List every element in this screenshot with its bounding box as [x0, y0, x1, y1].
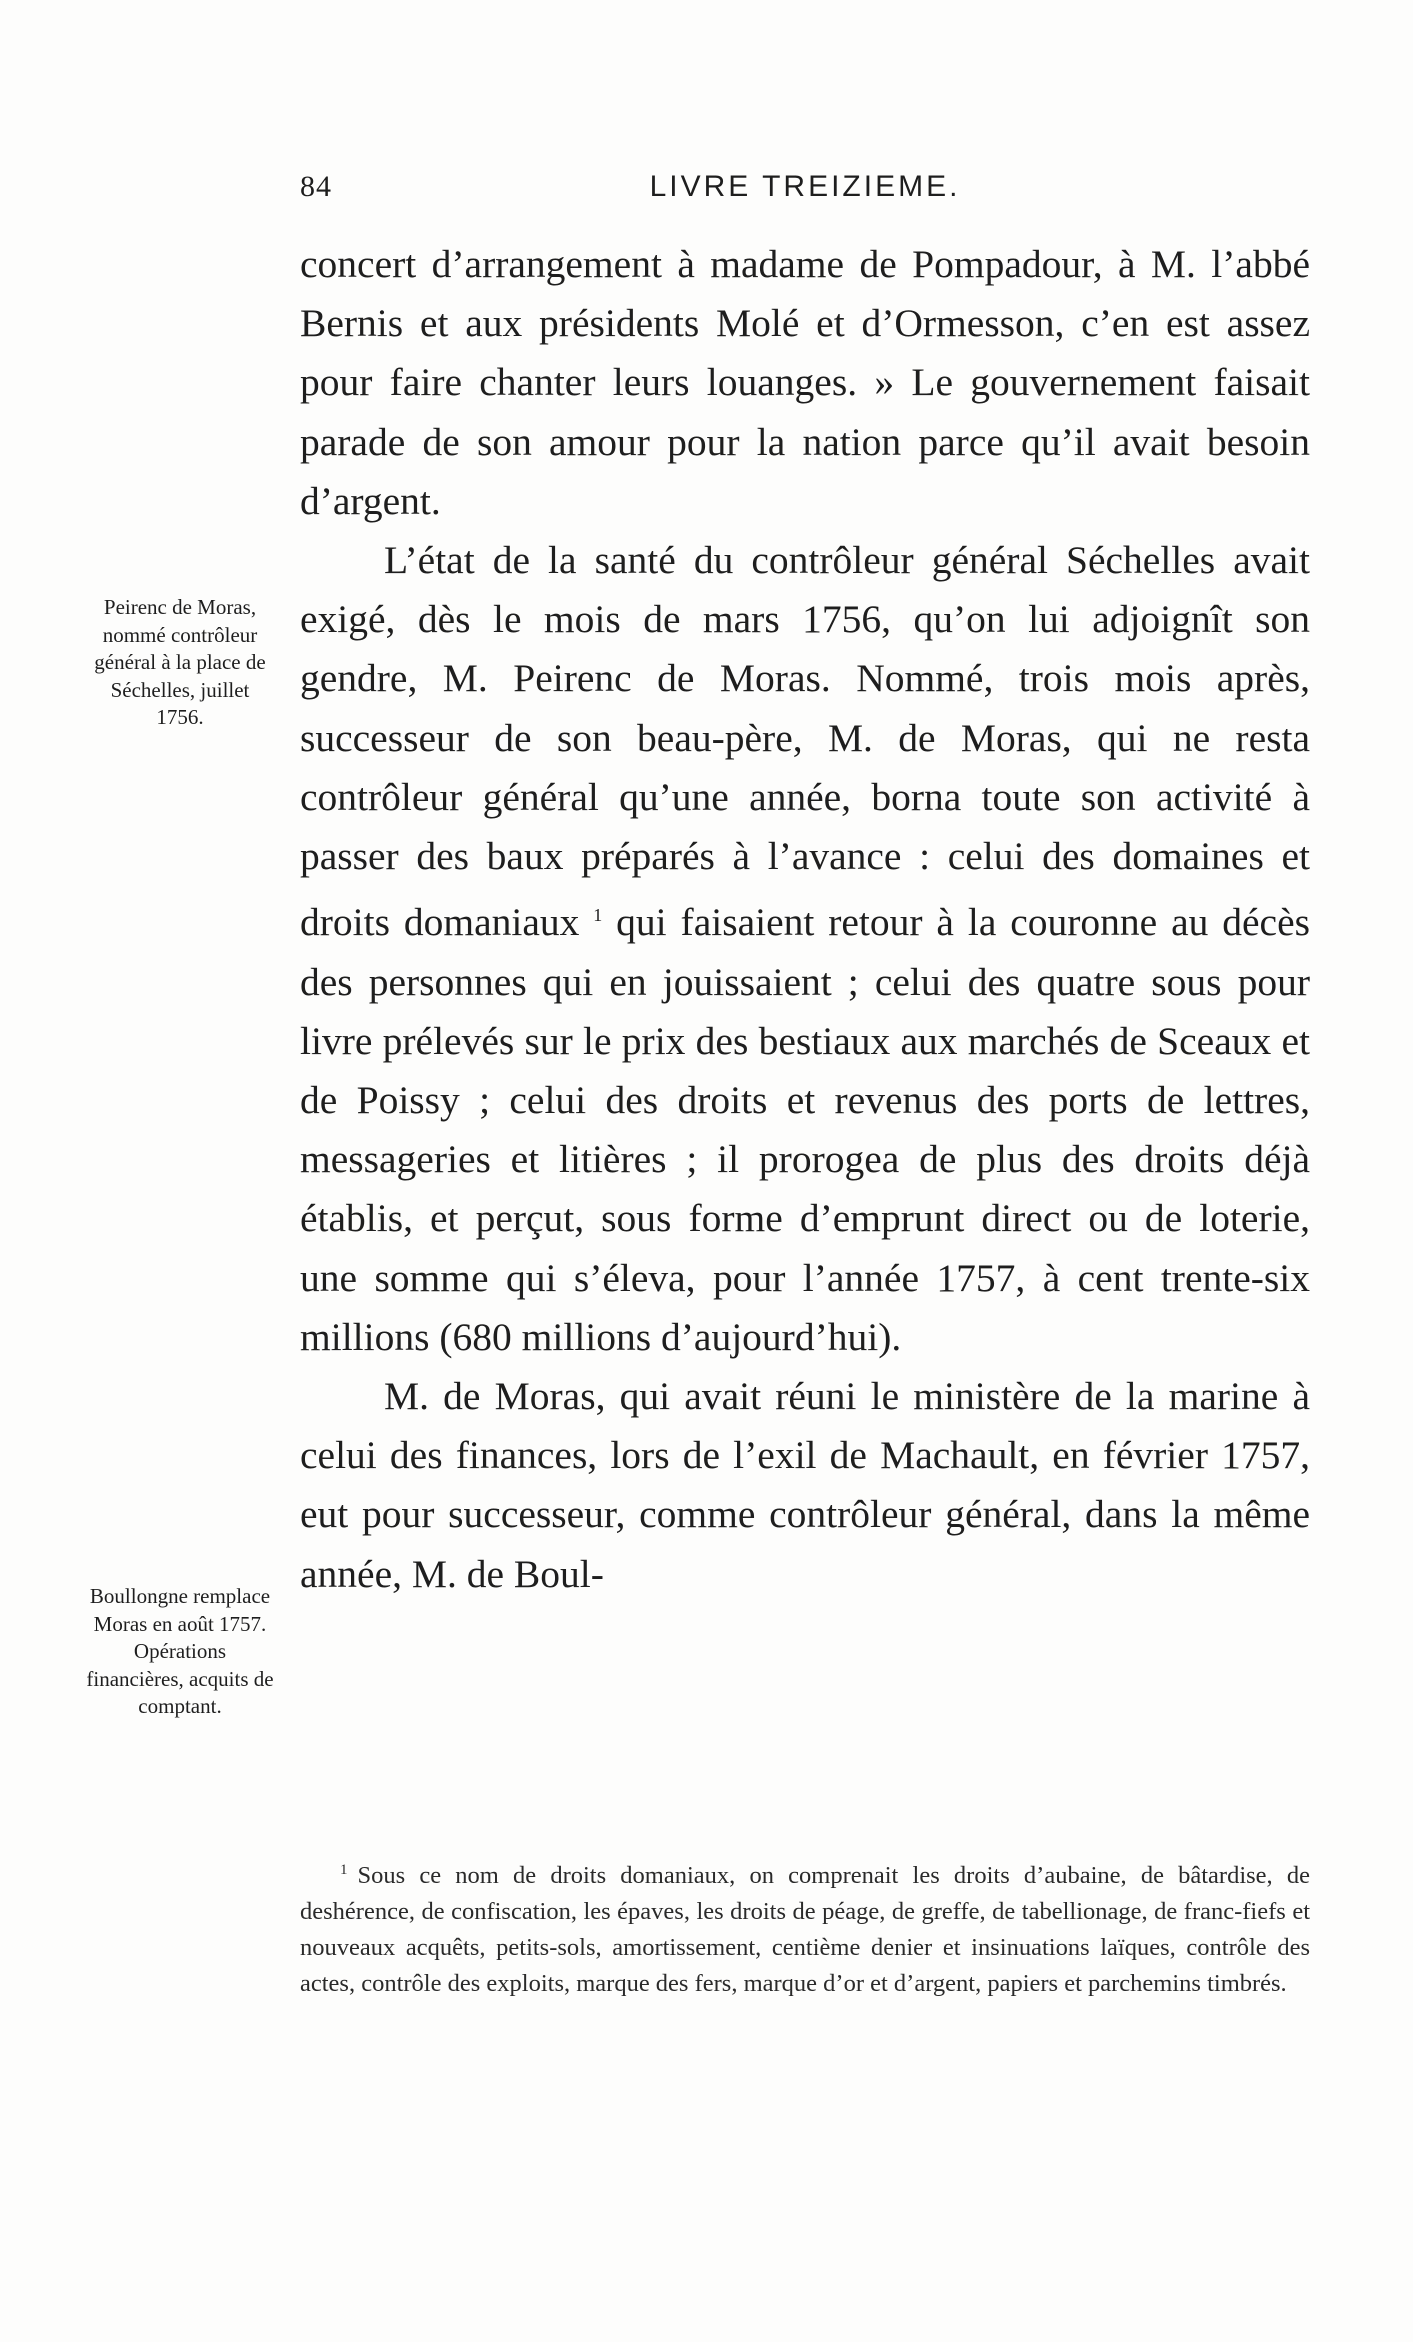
running-title: LIVRE TREIZIEME. [649, 170, 961, 203]
main-text [300, 235, 1310, 1604]
running-head [300, 170, 1310, 210]
margin-note-moras: Peirenc de Moras, nommé contrôleur général à la place de Séchelles, juillet 1756. [94, 595, 266, 729]
paragraph-continuation: concert d’arrangement à madame de Pompadour, à M. l’abbé Bernis et aux présidents Molé et d’Ormesson, c’en est assez pour faire chanter leurs louanges. » Le gouvernement faisait parade de son amour pour la nation parce qu’il avait besoin d’argent. [300, 242, 1310, 523]
paragraph-sechelles [300, 531, 1310, 1367]
paragraph-sechelles-part2: qui faisaient retour à la couronne au décès des personnes qui en jouissaient ; celui des quatre sous pour livre prélevés sur le prix des bestiaux aux marchés de Sceaux et de Poissy ; celui des droits et revenus des ports de lettres, messageries et litières ; il prorogea de plus des droits déjà établis, et perçut, sous forme d’emprunt direct ou de loterie, une somme qui s’éleva, pour l’année 1757, à cent trente-six millions (680 millions d’aujourd’hui). [300, 900, 1310, 1359]
paragraph-sechelles-part1: L’état de la santé du contrôleur général Séchelles avait exigé, dès le mois de mars 1756, qu’on lui adjoignît son gendre, M. Peirenc de Moras. Nommé, trois mois après, successeur de son beau-père, M. de Moras, qui ne resta contrôleur général qu’une année, borna toute son activité à passer des baux préparés à l’avance : celui des domaines et droits domaniaux [300, 538, 1310, 945]
paragraph-moras-marine: M. de Moras, qui avait réuni le ministère de la marine à celui des finances, lors de l’exil de Machault, en février 1757, eut pour successeur, comme contrôleur général, dans la même année, M. de Boul- [300, 1374, 1310, 1596]
page-number: 84 [300, 170, 332, 203]
footnote-marker: 1 [340, 1862, 348, 1878]
footnote [300, 1852, 1310, 2002]
margin-note-boullongne: Boullongne remplace Moras en août 1757. Opérations financières, acquits de comptant. [86, 1584, 274, 1718]
footnote-reference: 1 [593, 905, 603, 926]
footnote-text: Sous ce nom de droits domaniaux, on comprenait les droits d’aubaine, de bâtardise, de deshérence, de confiscation, les épaves, les droits de péage, de greffe, de tabellionage, de franc-fiefs et nouveaux acquêts, petits-sols, amortissement, centième denier et insinuations laïques, contrôle des actes, contrôle des exploits, marque des fers, marque d’or et d’argent, papiers et parchemins timbrés. [300, 1862, 1310, 1998]
